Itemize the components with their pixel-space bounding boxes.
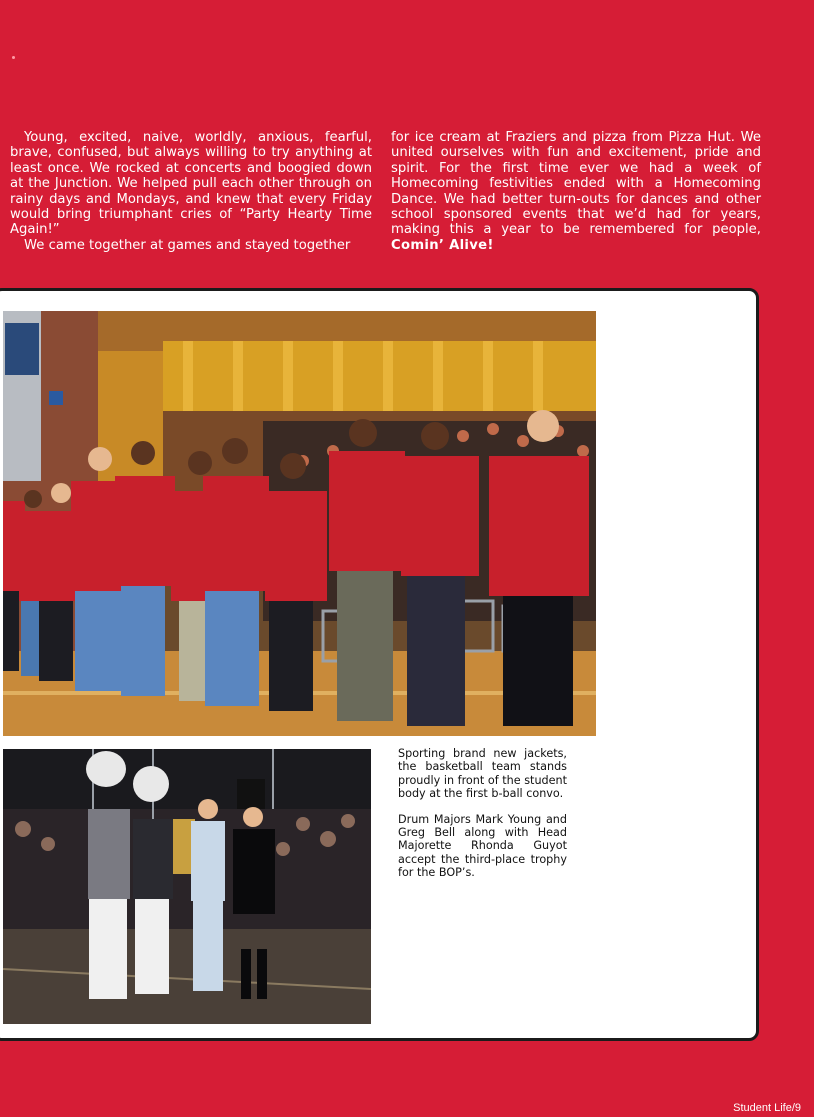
photo-captions bbox=[398, 747, 567, 892]
drum-majors-photo bbox=[3, 749, 371, 1024]
caption-team: Sporting brand new jackets, the basketball team stands proudly in front of the student body at the first b-ball convo. bbox=[398, 747, 567, 801]
body-paragraph-3 bbox=[391, 130, 761, 253]
caption-drum-majors: Drum Majors Mark Young and Greg Bell along with Head Majorette Rhonda Guyot accept the third-place trophy for the BOP’s. bbox=[398, 812, 567, 880]
stray-mark bbox=[12, 56, 15, 59]
body-column-left bbox=[10, 130, 372, 253]
body-paragraph-1: Young, excited, naive, worldly, anxious, fearful, brave, confused, but always willing to try anything at least once. We rocked at concerts and boogied down at the Junction. We helped pull each other through on rainy days and Mondays, and knew that every Friday would bring triumphant cries of “Party Hearty Time Again!” bbox=[10, 130, 372, 238]
body-paragraph-2: We came together at games and stayed together bbox=[24, 237, 351, 253]
page-folio: Student Life/9 bbox=[733, 1102, 801, 1114]
photo-panel bbox=[0, 288, 759, 1041]
body-column-right bbox=[391, 130, 761, 253]
basketball-team-photo bbox=[3, 311, 596, 736]
body-paragraph-3-text: for ice cream at Fraziers and pizza from Pizza Hut. We united ourselves with fun and excitement, pride and spirit. For the first time ever we had a week of Homecoming festivities ended with a Homecoming Dance. We had better turn-outs for dances and other school sponsored events that we’d had for years, making this a year to be remembered for people, bbox=[391, 130, 761, 238]
emphasis-phrase: Comin’ Alive! bbox=[391, 237, 494, 253]
